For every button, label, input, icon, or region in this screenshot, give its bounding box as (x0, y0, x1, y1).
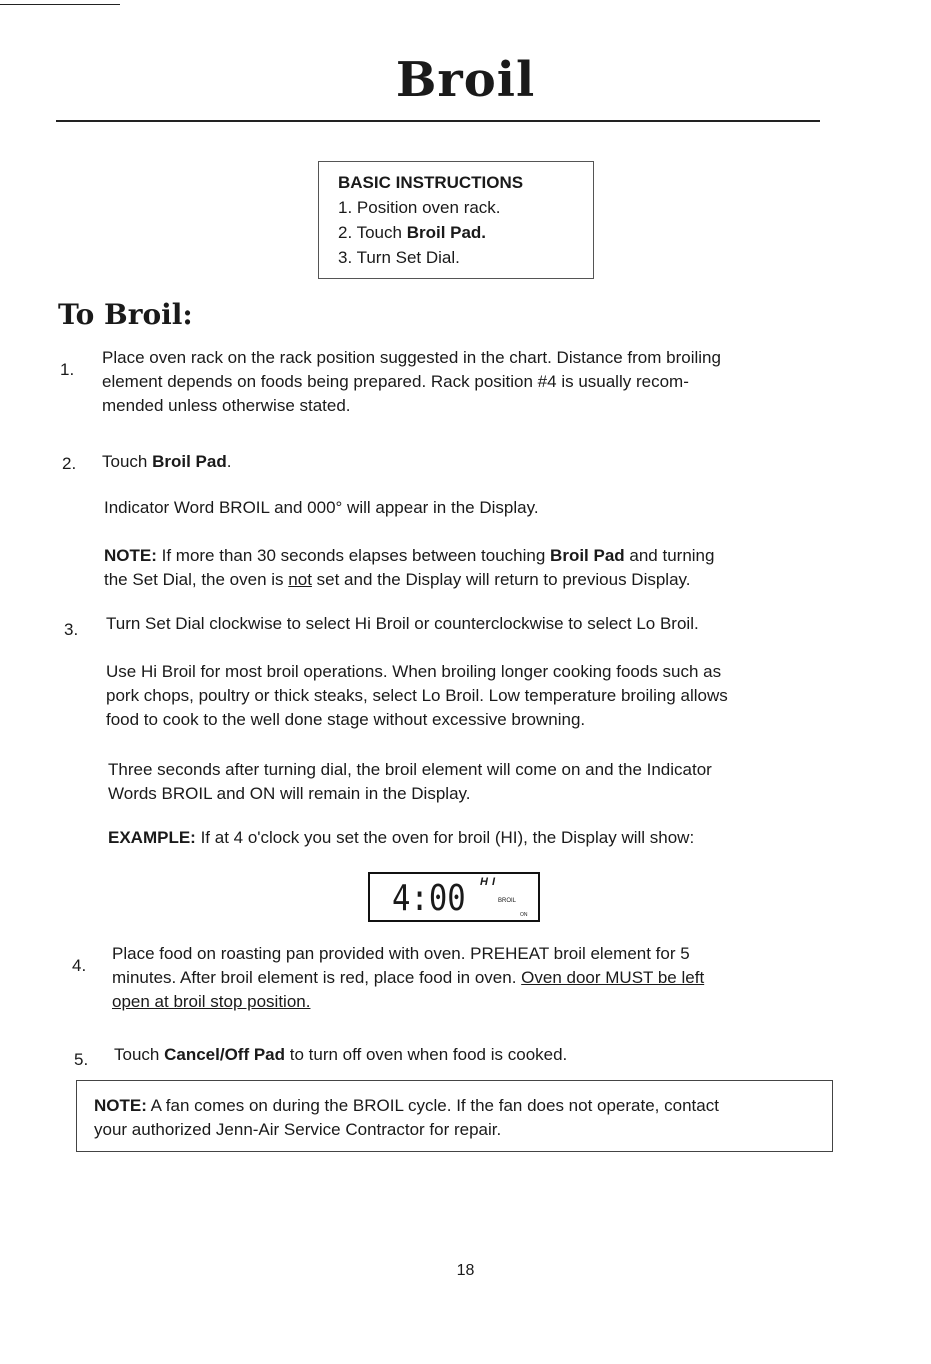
basic-instructions-heading: BASIC INSTRUCTIONS (338, 173, 524, 192)
step-2-text: Touch Broil Pad. (102, 452, 232, 471)
page-number: 18 (456, 1262, 475, 1279)
basic-step-3: 3. Turn Set Dial. (338, 248, 460, 267)
step-5-text: Touch Cancel/Off Pad to turn off oven when food is cooked. (114, 1045, 568, 1064)
step-3-use-hi-broil: Use Hi Broil for most broil operations. When broiling longer cooking foods such as pork chops, poultry or thick steaks, select Lo Broil. Low temperature broiling allows food to cook to the well done stage without excessive browning. (106, 662, 728, 729)
step-3-three-seconds: Three seconds after turning dial, the broil element will come on and the Indicator Words BROIL and ON will remain in the Display. (108, 760, 712, 803)
title-rule (56, 120, 820, 122)
page-title: Broil (395, 52, 536, 108)
display-broil: BROIL (498, 898, 517, 904)
section-title: To Broil: (58, 298, 193, 331)
top-edge-line (0, 4, 120, 5)
step-4-text: Place food on roasting pan provided with oven. PREHEAT broil element for 5 minutes. After broil element is red, place food in oven. Oven door MUST be left open at broil stop position. (112, 944, 705, 1011)
display-time: 4:00 (392, 878, 466, 919)
display-hi: HI (480, 876, 499, 888)
step-5-number: 5. (74, 1050, 89, 1069)
step-4-number: 4. (72, 956, 87, 975)
step-3-example: EXAMPLE: If at 4 o'clock you set the oven for broil (HI), the Display will show: (108, 828, 695, 847)
basic-step-2: 2. Touch Broil Pad. (338, 223, 487, 242)
bottom-note: NOTE: A fan comes on during the BROIL cycle. If the fan does not operate, contact your authorized Jenn-Air Service Contractor for repair. (94, 1096, 719, 1139)
step-1-text: Place oven rack on the rack position suggested in the chart. Distance from broiling element depends on foods being prepared. Rack position #4 is usually recom- mended unless otherwise stated. (102, 348, 721, 415)
step-2-indicator: Indicator Word BROIL and 000° will appear in the Display. (104, 498, 539, 517)
basic-step-1: 1. Position oven rack. (338, 198, 501, 217)
step-3-text: Turn Set Dial clockwise to select Hi Broil or counterclockwise to select Lo Broil. (106, 614, 699, 633)
display-on: ON (520, 912, 528, 918)
display-example (368, 872, 540, 922)
basic-instructions-box (318, 161, 594, 279)
step-3-number: 3. (64, 620, 79, 639)
step-1-number: 1. (60, 360, 75, 379)
step-2-note: NOTE: If more than 30 seconds elapses between touching Broil Pad and turning the Set Dial, the oven is not set and the Display will return to previous Display. (104, 546, 715, 589)
step-2-number: 2. (62, 454, 77, 473)
